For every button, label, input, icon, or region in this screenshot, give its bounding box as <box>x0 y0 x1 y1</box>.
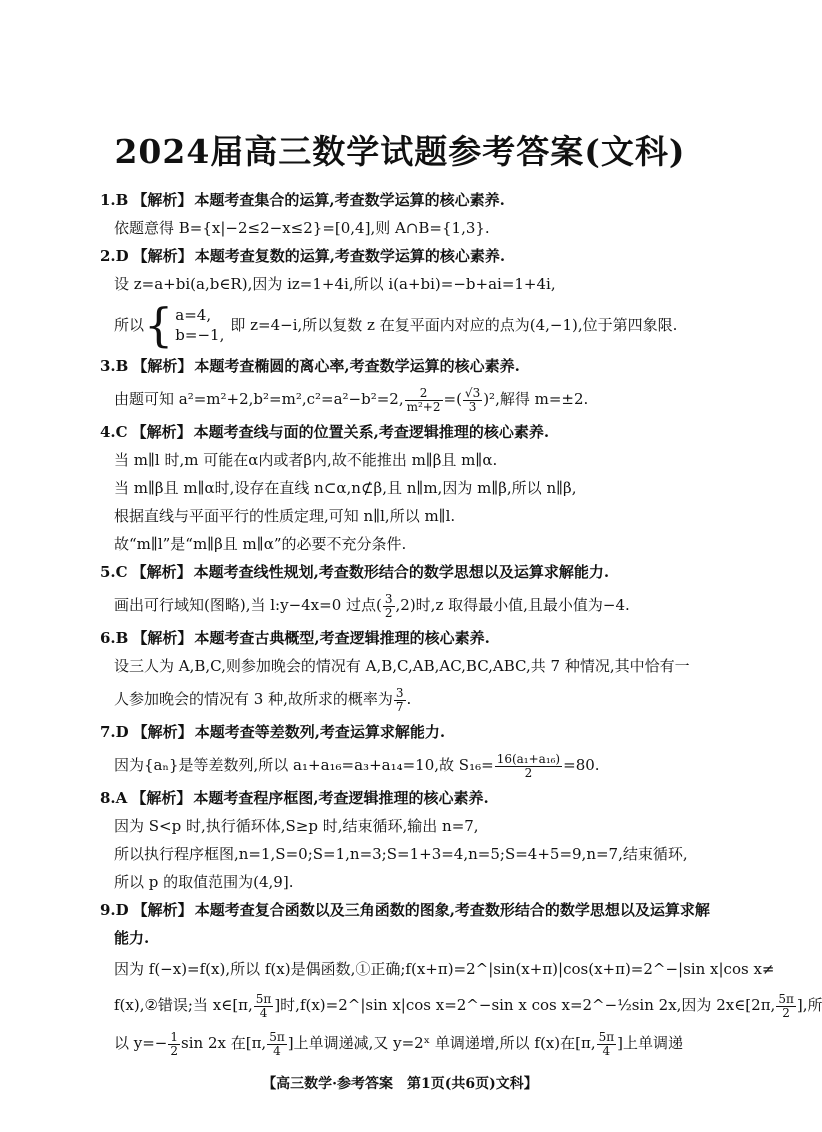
analysis-tag: 【解析】 <box>132 247 193 265</box>
solution-line: 设三人为 A,B,C,则参加晚会的情况有 A,B,C,AB,AC,BC,ABC,共 7 种情况,其中恰有一 <box>114 657 690 675</box>
question-summary: 本题考查线与面的位置关系,考查逻辑推理的核心素养. <box>193 423 550 441</box>
text-run: )²,解得 m=±2. <box>483 390 589 408</box>
fraction <box>168 1031 180 1058</box>
page-footer: 【高三数学·参考答案 第1页(共6页)文科】 <box>262 1076 538 1092</box>
solution-line: 根据直线与平面平行的性质定理,可知 n∥l,所以 m∥l. <box>114 507 456 525</box>
cases-suffix: 即 z=4−i,所以复数 z 在复平面内对应的点为(4,−1),位于第四象限. <box>230 316 678 334</box>
question-number: 1.B <box>100 191 129 209</box>
solution-line <box>100 1024 720 1062</box>
question-summary-cont: 能力. <box>114 929 150 947</box>
fraction-numerator: 2 <box>405 387 443 401</box>
text-run: sin 2x 在[π, <box>181 1034 267 1052</box>
cases-system <box>175 305 224 345</box>
analysis-tag: 【解析】 <box>132 357 193 375</box>
fraction-numerator: 5π <box>269 1029 285 1044</box>
analysis-tag: 【解析】 <box>132 629 193 647</box>
cases-prefix: 所以 <box>114 316 145 334</box>
question-1 <box>100 186 720 242</box>
solution-line: 所以执行程序框图,n=1,S=0;S=1,n=3;S=1+3=4,n=5;S=4+5=9,n=7,结束循环, <box>114 845 688 863</box>
analysis-tag: 【解析】 <box>131 789 192 807</box>
fraction-denominator: 2 <box>170 1043 179 1058</box>
question-summary: 本题考查椭圆的离心率,考查数学运算的核心素养. <box>194 357 520 375</box>
text-run: ,2)时,z 取得最小值,且最小值为−4. <box>395 596 630 614</box>
analysis-tag: 【解析】 <box>132 191 193 209</box>
question-3 <box>100 352 720 418</box>
text-run: 画出可行域知(图略),当 l:y−4x=0 过点( <box>114 596 382 614</box>
question-4 <box>100 418 720 558</box>
left-brace: { <box>144 298 174 352</box>
solution-line <box>100 586 720 624</box>
question-5 <box>100 558 720 624</box>
solution-line: 所以 p 的取值范围为(4,9]. <box>114 873 294 891</box>
question-7 <box>100 718 720 784</box>
text-run: f(x),②错误;当 x∈[π, <box>114 996 253 1014</box>
fraction <box>597 1031 617 1058</box>
fraction <box>776 993 796 1020</box>
fraction-denominator: 2 <box>384 605 393 620</box>
question-8 <box>100 784 720 896</box>
fraction-numerator: 5π <box>598 1029 615 1044</box>
solution-line: 当 m∥β且 m∥α时,设存在直线 n⊂α,n⊄β,且 n∥m,因为 m∥β,所以 n∥β, <box>114 479 577 497</box>
fraction-denominator: 3 <box>468 399 477 414</box>
fraction-numerator: 3 <box>384 591 393 606</box>
question-summary: 本题考查线性规划,考查数形结合的数学思想以及运算求解能力. <box>193 563 610 581</box>
fraction <box>383 593 395 620</box>
fraction <box>463 387 482 414</box>
solution-line: 当 m∥l 时,m 可能在α内或者β内,故不能推出 m∥β且 m∥α. <box>114 451 498 469</box>
fraction-denominator: 2 <box>524 765 533 780</box>
fraction <box>405 387 443 414</box>
text-run: 由题可知 a²=m²+2,b²=m²,c²=a²−b²=2, <box>114 390 404 408</box>
fraction <box>267 1031 287 1058</box>
solution-line: 故“m∥l”是“m∥β且 m∥α”的必要不充分条件. <box>114 535 407 553</box>
text-run: ]上单调递减,又 y=2ˣ 单调递增,所以 f(x)在[π, <box>287 1034 596 1052</box>
fraction-numerator: 16(a₁+a₁₆) <box>496 751 561 766</box>
question-summary: 本题考查复数的运算,考查数学运算的核心素养. <box>194 247 506 265</box>
question-number: 3.B <box>100 357 129 375</box>
fraction-denominator: 2 <box>782 1005 790 1020</box>
text-run: ]时,f(x)=2^|sin x|cos x=2^−sin x cos x=2^−½sin 2x,因为 2x∈[2π, <box>274 996 776 1014</box>
text-run: =( <box>443 390 462 408</box>
text-run: ]上单调递 <box>617 1034 683 1052</box>
page-title: 2024届高三数学试题参考答案(文科) <box>114 132 686 171</box>
analysis-tag: 【解析】 <box>131 563 192 581</box>
text-run: 因为{aₙ}是等差数列,所以 a₁+a₁₆=a₃+a₁₄=10,故 S₁₆= <box>114 756 494 774</box>
text-run: =80. <box>563 756 600 774</box>
question-summary: 本题考查集合的运算,考查数学运算的核心素养. <box>194 191 505 209</box>
question-6 <box>100 624 720 718</box>
question-number: 9.D <box>100 901 129 919</box>
question-2 <box>100 242 720 352</box>
fraction-numerator: 5π <box>255 991 272 1006</box>
solution-line: 因为 f(−x)=f(x),所以 f(x)是偶函数,①正确;f(x+π)=2^|sin(x+π)|cos(x+π)=2^−|sin x|cos x≠ <box>114 960 775 978</box>
fraction-denominator: 4 <box>273 1043 281 1058</box>
analysis-tag: 【解析】 <box>132 723 193 741</box>
cases-line <box>100 298 720 352</box>
question-number: 6.B <box>100 629 129 647</box>
question-number: 7.D <box>100 723 129 741</box>
case-b: b=−1, <box>175 326 225 344</box>
question-summary: 本题考查等差数列,考查运算求解能力. <box>194 723 446 741</box>
fraction-denominator: m²+2 <box>406 399 441 414</box>
solution-line <box>100 680 720 718</box>
solution-line: 设 z=a+bi(a,b∈R),因为 iz=1+4i,所以 i(a+bi)=−b+ai=1+4i, <box>114 275 556 293</box>
text-run: ],所 <box>796 996 822 1014</box>
question-number: 2.D <box>100 247 129 265</box>
solution-line <box>100 380 720 418</box>
question-number: 5.C <box>100 563 128 581</box>
fraction <box>254 993 274 1020</box>
fraction-numerator: √3 <box>464 385 481 400</box>
fraction <box>495 753 562 780</box>
analysis-tag: 【解析】 <box>132 901 193 919</box>
question-number: 8.A <box>100 789 128 807</box>
fraction <box>394 687 406 714</box>
text-run: . <box>406 690 412 708</box>
text-run: 以 y=− <box>114 1034 168 1052</box>
question-number: 4.C <box>100 423 128 441</box>
solution-line <box>100 746 720 784</box>
fraction-denominator: 4 <box>259 1005 268 1020</box>
fraction-numerator: 3 <box>395 685 404 700</box>
analysis-tag: 【解析】 <box>131 423 192 441</box>
question-summary: 本题考查程序框图,考查逻辑推理的核心素养. <box>193 789 489 807</box>
fraction-numerator: 5π <box>778 991 794 1006</box>
case-a: a=4, <box>175 306 212 324</box>
text-run: 人参加晚会的情况有 3 种,故所求的概率为 <box>114 690 393 708</box>
fraction-denominator: 7 <box>395 699 404 714</box>
solution-line: 依题意得 B={x|−2≤2−x≤2}=[0,4],则 A∩B={1,3}. <box>114 219 490 237</box>
solution-line: 因为 S<p 时,执行循环体,S≥p 时,结束循环,输出 n=7, <box>114 817 479 835</box>
question-summary: 本题考查复合函数以及三角函数的图象,考查数形结合的数学思想以及运算求解 <box>194 901 710 919</box>
fraction-denominator: 4 <box>602 1043 611 1058</box>
fraction-numerator: 1 <box>170 1029 179 1044</box>
question-summary: 本题考查古典概型,考查逻辑推理的核心素养. <box>194 629 490 647</box>
